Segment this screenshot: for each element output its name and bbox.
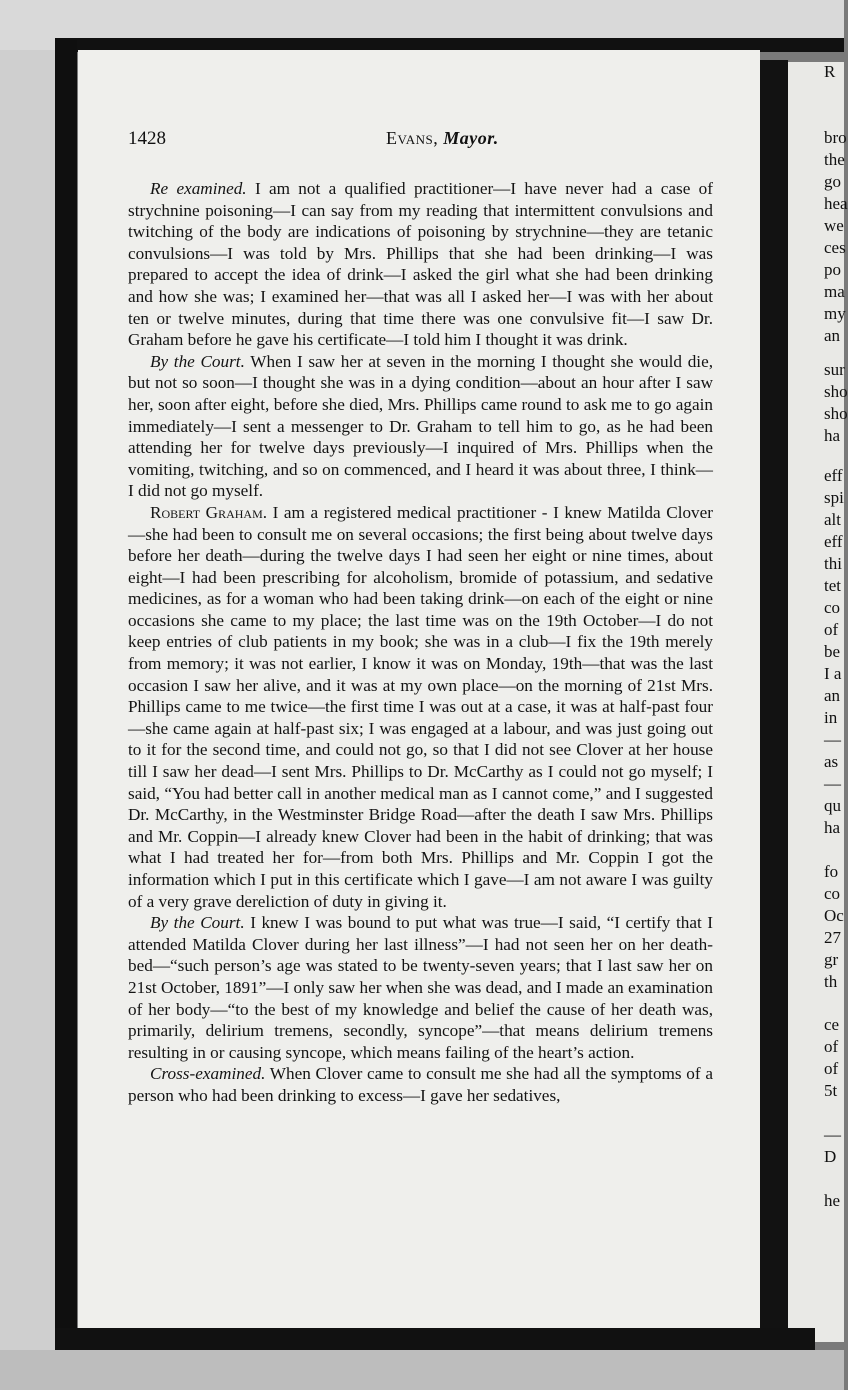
adjacent-page-fragment: co (824, 598, 841, 617)
adjacent-page-fragment: be (824, 642, 841, 661)
adjacent-page-fragment: in (824, 708, 838, 727)
adjacent-page-fragment: alt (824, 510, 841, 529)
paragraph-lead: By the Court. (150, 351, 245, 371)
adjacent-page-fragment: go (824, 172, 841, 191)
adjacent-page-fragment: co (824, 884, 841, 903)
adjacent-page-fragment: ha (824, 818, 841, 837)
adjacent-page-fragment: R (824, 62, 836, 81)
adjacent-page-fragment: — (824, 1125, 841, 1144)
adjacent-page-fragment: of (824, 620, 839, 639)
page-header (128, 128, 708, 158)
paragraph-lead: Robert Graham. (150, 502, 268, 522)
paragraph-text: When Clover came to consult me she had all the symptoms of a person who had been drinking to excess—I gave her sedatives, (128, 1064, 713, 1105)
scan-left-margin (0, 50, 55, 1390)
paragraph (128, 351, 713, 502)
adjacent-page-fragment: of (824, 1037, 839, 1056)
adjacent-page-fragment: an (824, 686, 841, 705)
paragraph (128, 502, 713, 912)
adjacent-page-fragment: thi (824, 554, 842, 573)
paragraph-text: I knew I was bound to put what was true—I said, “I certify that I attended Matilda Clover during her last illness”—I had not seen her on her death-bed—“such person’s age was stated to be twenty-seven years; that I last saw her on 21st October, 1891”—I only saw her when she was dead, and I made an examination of her body—“to the best of my knowledge and belief the cause of her death was, primarily, delirium tremens, secondly, syncope”—that means delirium tremens resulting in or causing syncope, which means failing of the heart’s action. (128, 913, 713, 1062)
scan-bottom-margin (0, 1350, 844, 1390)
adjacent-page-fragment: the (824, 150, 845, 169)
adjacent-page-fragment: ce (824, 1015, 840, 1034)
page-number: 1428 (128, 128, 166, 149)
adjacent-page-fragment: sur (824, 360, 845, 379)
paragraph-lead: Re examined. (150, 179, 247, 198)
adjacent-page-fragment: spi (824, 488, 844, 507)
adjacent-page-fragment: an (824, 326, 841, 345)
book-binding-shadow (55, 40, 77, 1360)
adjacent-page-fragment: — (824, 730, 841, 749)
page-bottom-edge (55, 1328, 815, 1350)
book-page (78, 50, 760, 1328)
adjacent-page-fragment: 5t (824, 1081, 838, 1100)
paragraph (128, 178, 713, 351)
paragraph (128, 912, 713, 1063)
adjacent-page-fragment: I a (824, 664, 842, 683)
paragraph-lead: Cross-examined. (150, 1064, 266, 1084)
running-head-name: Evans, (386, 128, 439, 148)
adjacent-page-fragment: hea (824, 194, 848, 213)
adjacent-page-fragment: we (824, 216, 844, 235)
adjacent-page-fragment: sho (824, 404, 848, 423)
paragraph-lead: By the Court. (150, 913, 245, 933)
adjacent-page-fragment: Oc (824, 906, 844, 925)
adjacent-page-fragment: ha (824, 426, 841, 445)
paragraph-text: I am a registered medical practitioner - I knew Matilda Clover—she had been to consult me on several occasions; the first being about twelve days before her death—during the twelve days I had seen her eight or nine times, about eight—I had been prescribing for alcoholism, bromide of potassium, and sedative medicines, as for a woman who had been taking drink—on each of the eight or nine occasions she came to my place; the last time was on the 19th October—I do not keep entries of club patients in my book; she was in a club—I fix the 19th merely from memory; it was not earlier, I know it was on Monday, 19th—that was the last occasion I saw her alive, and it was at my own place—on the morning of 21st Mrs. Phillips came to me twice—the first time I was out at a case, it was at half-past four—she came again at half-past six; I was engaged at a labour, and was just going out to it for the second time, and could not go, so that I did not see Clover at her house till I saw her dead—I sent Mrs. Phillips to Dr. McCarthy as I could not go myself; I said, “You had better call in another medical man as I cannot come,” and I suggested Dr. McCarthy, in the Westminster Bridge Road—after the death I saw Mrs. Phillips and Mr. Coppin—I already knew Clover had been in the habit of drinking; that was what I had treated her for—from both Mrs. Phillips and Mr. Coppin I got the information which I put in this certificate which I gave—I am not aware I was guilty of a very grave dereliction of duty in giving it. (128, 502, 714, 911)
adjacent-page-fragment: 27 (824, 928, 841, 947)
adjacent-page-fragment: sho (824, 382, 848, 401)
adjacent-page-fragment: — (824, 774, 841, 793)
paragraph-text: When I saw her at seven in the morning I thought she would die, but not so soon—I thought she was in a dying condition—about an hour after I saw her, soon after eight, before she died, Mrs. Phillips came round to ask me to go again immediately—I sent a messenger to Dr. Graham to tell him to go, as he had been attending her for twelve days previously—I inquired of Mrs. Phillips when the vomiting, twitching, and so on commenced, and I heard it was about three, I think—I did not go myself. (128, 351, 713, 501)
adjacent-page-edge (788, 62, 848, 1342)
adjacent-page-fragment: tet (824, 576, 841, 595)
adjacent-page-fragment: qu (824, 796, 841, 815)
page-gutter-shadow (760, 60, 788, 1350)
adjacent-page-fragment: he (824, 1191, 841, 1210)
paragraph (128, 1063, 713, 1106)
adjacent-page-fragment: ces (824, 238, 846, 257)
adjacent-page-fragment: fo (824, 862, 839, 881)
running-head (386, 128, 499, 149)
adjacent-page-fragment: eff (824, 532, 843, 551)
adjacent-page-fragment: as (824, 752, 839, 771)
adjacent-page-fragment: ma (824, 282, 845, 301)
adjacent-page-fragment: my (824, 304, 846, 323)
adjacent-page-fragment: bro (824, 128, 847, 147)
adjacent-page-fragment: po (824, 260, 841, 279)
body-text (128, 178, 713, 1107)
paragraph-text: I am not a qualified practitioner—I have never had a case of strychnine poisoning—I can say from my reading that intermittent convulsions and twitching of the body are indications of poisoning by strychnine—they are tetanic convulsions—I was told by Mrs. Phillips that she had been drinking—I was prepared to accept the idea of drink—I asked the girl what she had been drinking and how she was; I examined her—that was all I asked her—I was with her about ten or twelve minutes, during that time there was one convulsive fit—I saw Dr. Graham before he gave his certificate—I told him I thought it was drink. (128, 179, 713, 350)
adjacent-page-fragment: of (824, 1059, 839, 1078)
running-head-title: Mayor. (443, 128, 499, 148)
adjacent-page-fragment: gr (824, 950, 839, 969)
adjacent-page-fragment: eff (824, 466, 843, 485)
adjacent-page-fragment: th (824, 972, 838, 991)
adjacent-page-fragment: D (824, 1147, 837, 1166)
